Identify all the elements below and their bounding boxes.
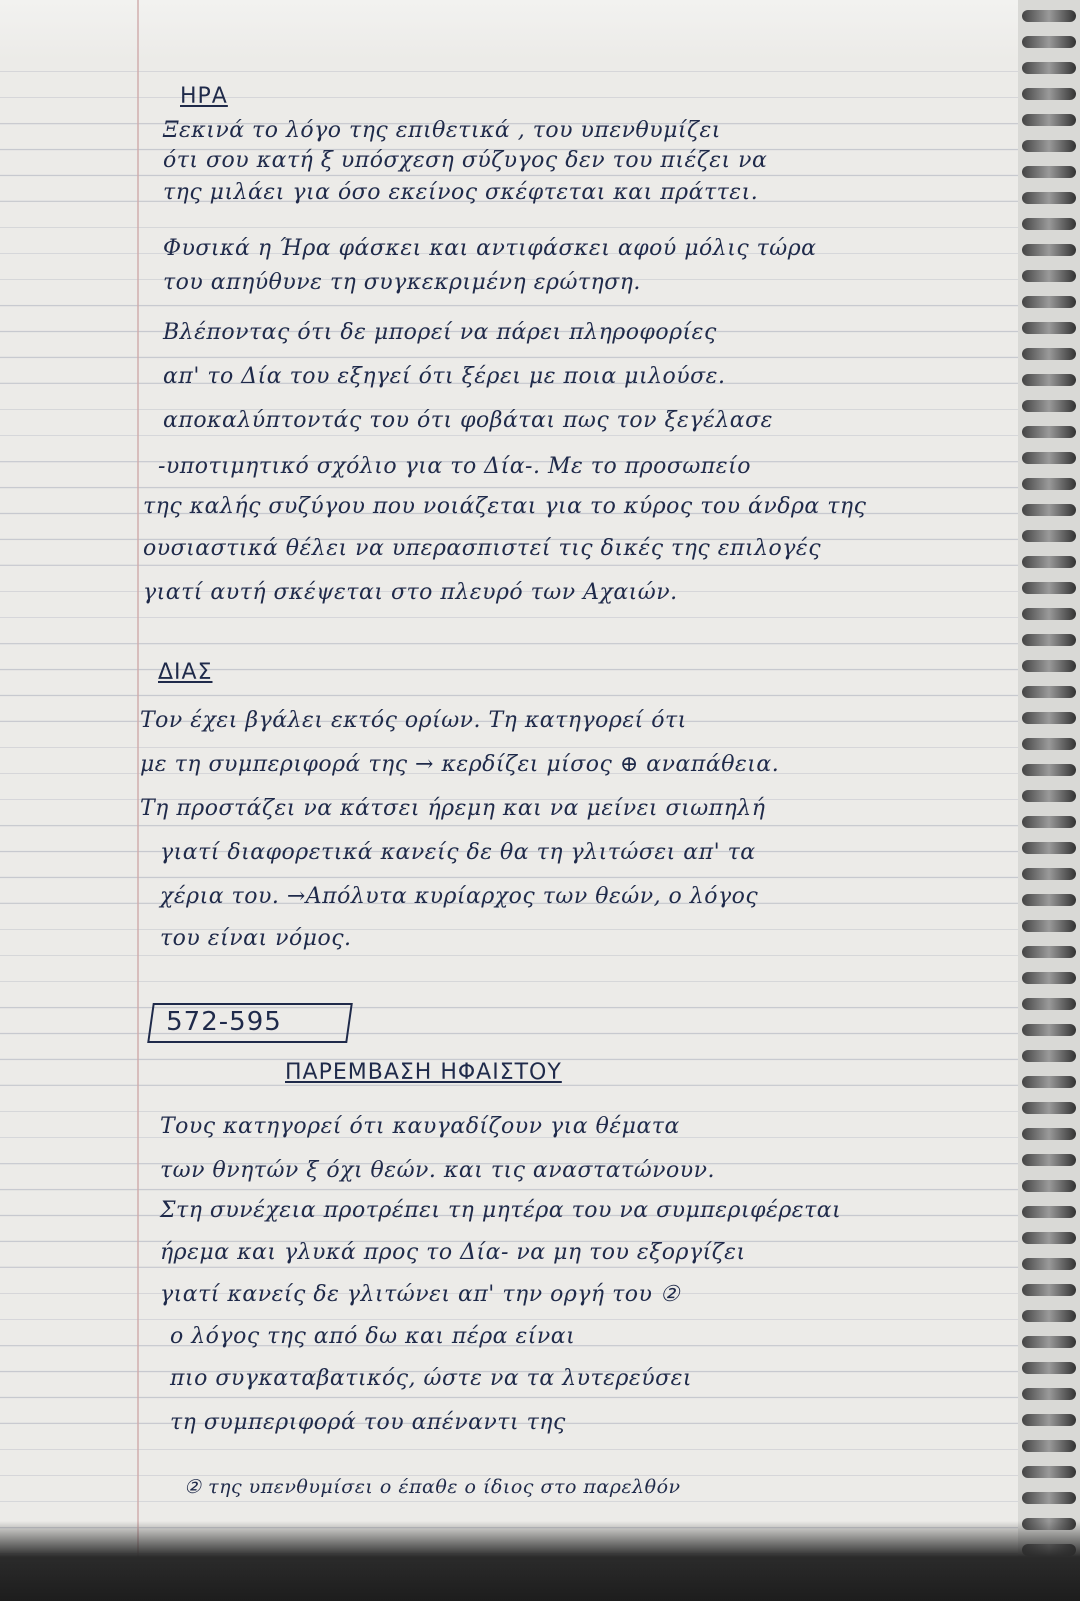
- text-line: χέρια του. →Απόλυτα κυρίαρχος των θεών, ο λόγος: [160, 884, 759, 909]
- spiral-coil: [1022, 1414, 1076, 1426]
- spiral-coil: [1022, 1206, 1076, 1218]
- spiral-coil: [1022, 478, 1076, 490]
- spiral-coil: [1022, 634, 1076, 646]
- spiral-coil: [1022, 1232, 1076, 1244]
- spiral-coil: [1022, 1310, 1076, 1322]
- spiral-coil: [1022, 764, 1076, 776]
- text-line: Βλέποντας ότι δε μπορεί να πάρει πληροφορίες: [163, 320, 717, 345]
- footnote-line: ② της υπενθυμίσει ο έπαθε ο ίδιος στο παρελθόν: [184, 1476, 681, 1498]
- spiral-coil: [1022, 946, 1076, 958]
- text-line: Τη προστάζει να κάτσει ήρεμη και να μείνει σιωπηλή: [140, 796, 766, 821]
- spiral-coil: [1022, 348, 1076, 360]
- spiral-coil: [1022, 1466, 1076, 1478]
- spiral-coil: [1022, 1388, 1076, 1400]
- spiral-coil: [1022, 894, 1076, 906]
- spiral-coil: [1022, 712, 1076, 724]
- page-bottom-shadow: [0, 1521, 1080, 1601]
- spiral-coil: [1022, 1362, 1076, 1374]
- spiral-coil: [1022, 1154, 1076, 1166]
- spiral-coil: [1022, 1076, 1076, 1088]
- spiral-coil: [1022, 816, 1076, 828]
- margin-line: [137, 0, 139, 1565]
- spiral-coil: [1022, 920, 1076, 932]
- spiral-coil: [1022, 36, 1076, 48]
- text-line: της μιλάει για όσο εκείνος σκέφτεται και πράττει.: [163, 180, 759, 205]
- spiral-coil: [1022, 1024, 1076, 1036]
- spiral-coil: [1022, 790, 1076, 802]
- spiral-coil: [1022, 140, 1076, 152]
- spiral-coil: [1022, 192, 1076, 204]
- spiral-coil: [1022, 972, 1076, 984]
- spiral-coil: [1022, 374, 1076, 386]
- spiral-coil: [1022, 218, 1076, 230]
- spiral-coil: [1022, 1440, 1076, 1452]
- spiral-binding: [1018, 0, 1080, 1601]
- text-line: με τη συμπεριφορά της → κερδίζει μίσος ⊕ αναπάθεια.: [140, 752, 780, 777]
- spiral-coil: [1022, 114, 1076, 126]
- spiral-coil: [1022, 1258, 1076, 1270]
- spiral-coil: [1022, 660, 1076, 672]
- text-line: γιατί κανείς δε γλιτώνει απ' την οργή του ②: [160, 1282, 681, 1307]
- spiral-coil: [1022, 322, 1076, 334]
- text-line: της καλής συζύγου που νοιάζεται για το κύρος του άνδρα της: [143, 494, 867, 519]
- spiral-coil: [1022, 582, 1076, 594]
- text-line: -υποτιμητικό σχόλιο για το Δία-. Με το προσωπείο: [158, 454, 751, 479]
- spiral-coil: [1022, 1102, 1076, 1114]
- spiral-coil: [1022, 608, 1076, 620]
- text-line: πιο συγκαταβατικός, ώστε να τα λυτερεύσει: [170, 1366, 693, 1391]
- text-line: ο λόγος της από δω και πέρα είναι: [170, 1324, 576, 1349]
- text-line: των θνητών ξ όχι θεών. και τις αναστατώνουν.: [160, 1158, 716, 1183]
- verses-label: 572-595: [166, 1007, 282, 1037]
- text-line: ουσιαστικά θέλει να υπερασπιστεί τις δικές της επιλογές: [143, 536, 822, 561]
- text-line: του απηύθυνε τη συγκεκριμένη ερώτηση.: [163, 270, 641, 295]
- spiral-coil: [1022, 244, 1076, 256]
- spiral-coil: [1022, 868, 1076, 880]
- spiral-coil: [1022, 504, 1076, 516]
- text-line: Τους κατηγορεί ότι καυγαδίζουν για θέματα: [160, 1114, 680, 1139]
- spiral-coil: [1022, 530, 1076, 542]
- spiral-coil: [1022, 1128, 1076, 1140]
- spiral-coil: [1022, 10, 1076, 22]
- text-line: του είναι νόμος.: [160, 926, 352, 951]
- text-line: γιατί αυτή σκέψεται στο πλευρό των Αχαιών.: [143, 580, 678, 605]
- spiral-coil: [1022, 270, 1076, 282]
- spiral-coil: [1022, 88, 1076, 100]
- spiral-coil: [1022, 1284, 1076, 1296]
- spiral-coil: [1022, 166, 1076, 178]
- spiral-coil: [1022, 1336, 1076, 1348]
- spiral-coil: [1022, 1180, 1076, 1192]
- spiral-coil: [1022, 686, 1076, 698]
- text-line: ήρεμα και γλυκά προς το Δία- να μη του εξοργίζει: [160, 1240, 746, 1265]
- spiral-coil: [1022, 556, 1076, 568]
- verses-box: [147, 1003, 353, 1043]
- spiral-coil: [1022, 400, 1076, 412]
- text-line: Φυσικά η Ήρα φάσκει και αντιφάσκει αφού μόλις τώρα: [163, 236, 817, 261]
- text-line: τη συμπεριφορά του απέναντι της: [170, 1410, 566, 1435]
- text-line: Τον έχει βγάλει εκτός ορίων. Τη κατηγορεί ότι: [140, 708, 687, 733]
- spiral-coil: [1022, 738, 1076, 750]
- text-line: ότι σου κατή ξ υπόσχεση σύζυγος δεν του πιέζει να: [163, 148, 768, 173]
- text-line: απ' το Δία του εξηγεί ότι ξέρει με ποια μιλούσε.: [163, 364, 726, 389]
- text-line: Ξεκινά το λόγο της επιθετικά , του υπενθυμίζει: [163, 118, 721, 143]
- spiral-coil: [1022, 296, 1076, 308]
- spiral-coil: [1022, 998, 1076, 1010]
- spiral-coil: [1022, 426, 1076, 438]
- text-line: Στη συνέχεια προτρέπει τη μητέρα του να συμπεριφέρεται: [160, 1198, 842, 1223]
- heading-dias: ΔΙΑΣ: [158, 660, 213, 685]
- spiral-coil: [1022, 452, 1076, 464]
- heading-hephaestus: ΠΑΡΕΜΒΑΣΗ ΗΦΑΙΣΤΟΥ: [285, 1060, 562, 1085]
- text-line: γιατί διαφορετικά κανείς δε θα τη γλιτώσει απ' τα: [160, 840, 756, 865]
- spiral-coil: [1022, 1492, 1076, 1504]
- heading-hera: ΗΡΑ: [180, 84, 228, 109]
- text-line: αποκαλύπτοντάς του ότι φοβάται πως τον ξεγέλασε: [163, 408, 773, 433]
- spiral-coil: [1022, 842, 1076, 854]
- spiral-coil: [1022, 1050, 1076, 1062]
- spiral-coil: [1022, 62, 1076, 74]
